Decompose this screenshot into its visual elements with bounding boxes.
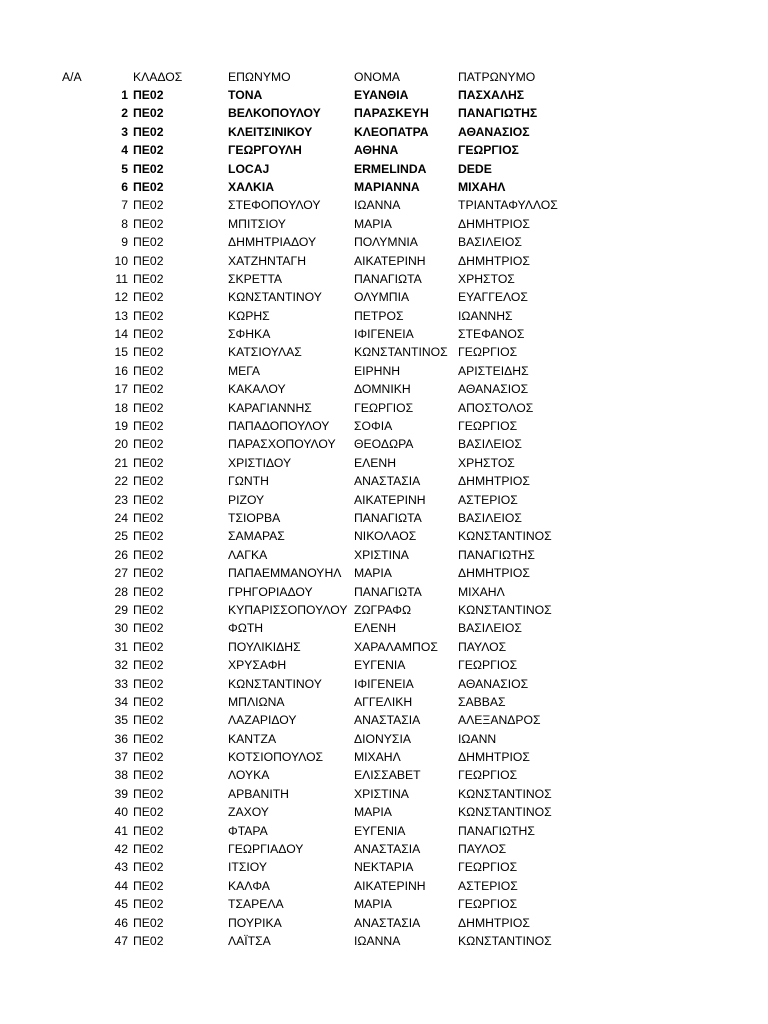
row-patronymo: ΓΕΩΡΓΙΟΣ [458, 419, 518, 434]
row-number: 30 [114, 621, 128, 636]
row-number: 2 [121, 106, 128, 121]
row-onoma: ΙΦΙΓΕΝΕΙΑ [354, 676, 414, 691]
row-number: 12 [114, 290, 128, 305]
row-number: 13 [114, 308, 128, 323]
row-onoma: ΝΕΚΤΑΡΙΑ [354, 860, 414, 875]
row-number: 42 [114, 842, 128, 857]
header-aa: Α/Α [62, 70, 82, 84]
row-klados: ΠΕ02 [133, 713, 164, 728]
row-klados: ΠΕ02 [133, 639, 164, 654]
row-onoma: ΑΝΑΣΤΑΣΙΑ [354, 915, 421, 930]
table-row [0, 472, 768, 490]
row-klados: ΠΕ02 [133, 805, 164, 820]
row-eponymo: ΒΕΛΚΟΠΟΥΛΟΥ [228, 106, 321, 121]
row-onoma: ΠΑΝΑΓΙΩΤΑ [354, 510, 422, 525]
row-eponymo: ΣΦΗΚΑ [228, 327, 271, 342]
row-number: 39 [114, 786, 128, 801]
row-onoma: ΕΥΓΕΝΙΑ [354, 658, 406, 673]
row-eponymo: ΖΑΧΟΥ [228, 805, 269, 820]
row-klados: ΠΕ02 [133, 216, 164, 231]
row-klados: ΠΕ02 [133, 529, 164, 544]
row-number: 20 [114, 437, 128, 452]
table-row [0, 141, 768, 159]
row-number: 18 [114, 400, 128, 415]
header-patronymo: ΠΑΤΡΩΝΥΜΟ [458, 70, 536, 84]
row-patronymo: ΒΑΣΙΛΕΙΟΣ [458, 510, 522, 525]
row-eponymo: ΧΡΥΣΑΦΗ [228, 658, 287, 673]
table-row [0, 766, 768, 784]
row-number: 28 [114, 584, 128, 599]
row-eponymo: ΛΟΥΚΑ [228, 768, 270, 783]
row-patronymo: ΚΩΝΣΤΑΝΤΙΝΟΣ [458, 602, 552, 617]
row-klados: ΠΕ02 [133, 566, 164, 581]
row-klados: ΠΕ02 [133, 768, 164, 783]
table-row [0, 932, 768, 950]
row-patronymo: ΙΩΑΝΝ [458, 731, 497, 746]
row-eponymo: ΜΕΓΑ [228, 363, 261, 378]
row-number: 9 [121, 235, 128, 250]
row-eponymo: ΚΛΕΙΤΣΙΝΙΚΟΥ [228, 124, 313, 139]
row-patronymo: ΣΑΒΒΑΣ [458, 694, 506, 709]
table-row [0, 675, 768, 693]
row-eponymo: ΤΟΝΑ [228, 88, 263, 102]
row-onoma: ΘΕΟΔΩΡΑ [354, 437, 414, 452]
row-eponymo: ΠΟΥΡΙΚΑ [228, 915, 282, 930]
row-klados: ΠΕ02 [133, 933, 164, 948]
row-klados: ΠΕ02 [133, 327, 164, 342]
row-eponymo: ΔΗΜΗΤΡΙΑΔΟΥ [228, 235, 317, 250]
row-patronymo: ΔΗΜΗΤΡΙΟΣ [458, 566, 530, 581]
row-onoma: ΜΑΡΙΑ [354, 805, 392, 820]
row-number: 47 [114, 933, 128, 948]
row-number: 6 [121, 179, 128, 194]
row-klados: ΠΕ02 [133, 860, 164, 875]
row-klados: ΠΕ02 [133, 658, 164, 673]
row-number: 3 [121, 124, 128, 139]
row-patronymo: ΒΑΣΙΛΕΙΟΣ [458, 437, 522, 452]
row-klados: ΠΕ02 [133, 308, 164, 323]
row-number: 33 [114, 676, 128, 691]
table-row [0, 252, 768, 270]
table-row [0, 307, 768, 325]
row-onoma: ΟΛΥΜΠΙΑ [354, 290, 410, 305]
row-eponymo: ΣΑΜΑΡΑΣ [228, 529, 285, 544]
row-number: 7 [121, 198, 128, 213]
row-onoma: ΑΝΑΣΤΑΣΙΑ [354, 842, 421, 857]
row-eponymo: ΚΑΤΣΙΟΥΛΑΣ [228, 345, 302, 360]
row-eponymo: ΜΠΙΤΣΙΟΥ [228, 216, 286, 231]
row-patronymo: ΑΠΟΣΤΟΛΟΣ [458, 400, 534, 415]
row-eponymo: ΚΑΝΤΖΑ [228, 731, 277, 746]
row-klados: ΠΕ02 [133, 750, 164, 765]
table-row [0, 86, 768, 104]
row-patronymo: ΓΕΩΡΓΙΟΣ [458, 768, 518, 783]
row-klados: ΠΕ02 [133, 437, 164, 452]
table-row [0, 362, 768, 380]
row-klados: ΠΕ02 [133, 897, 164, 912]
table-row [0, 693, 768, 711]
row-patronymo: ΠΑΥΛΟΣ [458, 639, 507, 654]
row-number: 19 [114, 419, 128, 434]
row-number: 29 [114, 602, 128, 617]
row-patronymo: ΠΑΣΧΑΛΗΣ [458, 88, 525, 102]
row-number: 10 [114, 253, 128, 268]
row-klados: ΠΕ02 [133, 842, 164, 857]
row-eponymo: ΡΙΖΟΥ [228, 492, 265, 507]
row-onoma: ΙΩΑΝΝΑ [354, 933, 401, 948]
table-row [0, 454, 768, 472]
spreadsheet-table [0, 68, 768, 950]
row-onoma: ΠΕΤΡΟΣ [354, 308, 404, 323]
row-onoma: ΑΘΗΝΑ [354, 143, 399, 158]
row-klados: ΠΕ02 [133, 161, 164, 176]
row-klados: ΠΕ02 [133, 290, 164, 305]
row-klados: ΠΕ02 [133, 823, 164, 838]
row-patronymo: ΚΩΝΣΤΑΝΤΙΝΟΣ [458, 529, 552, 544]
row-onoma: ΕΥΑΝΘΙΑ [354, 88, 409, 102]
row-eponymo: ΚΟΤΣΙΟΠΟΥΛΟΣ [228, 750, 324, 765]
row-onoma: ΕΛΙΣΣΑΒΕΤ [354, 768, 421, 783]
row-eponymo: ΣΚΡΕΤΤΑ [228, 271, 283, 286]
row-eponymo: ΧΑΤΖΗΝΤΑΓΗ [228, 253, 307, 268]
row-patronymo: ΕΥΑΓΓΕΛΟΣ [458, 290, 528, 305]
row-number: 31 [114, 639, 128, 654]
table-row [0, 509, 768, 527]
row-onoma: ΑΝΑΣΤΑΣΙΑ [354, 713, 421, 728]
row-onoma: ΑΙΚΑΤΕΡΙΝΗ [354, 253, 426, 268]
table-row [0, 160, 768, 178]
row-klados: ΠΕ02 [133, 124, 164, 139]
row-klados: ΠΕ02 [133, 363, 164, 378]
row-eponymo: LOCAJ [228, 161, 270, 176]
row-klados: ΠΕ02 [133, 731, 164, 746]
row-number: 35 [114, 713, 128, 728]
table-row [0, 785, 768, 803]
row-patronymo: ΓΕΩΡΓΙΟΣ [458, 345, 518, 360]
row-klados: ΠΕ02 [133, 179, 164, 194]
row-onoma: ΜΑΡΙΑ [354, 566, 392, 581]
row-patronymo: ΚΩΝΣΤΑΝΤΙΝΟΣ [458, 805, 552, 820]
row-klados: ΠΕ02 [133, 419, 164, 434]
row-patronymo: ΓΕΩΡΓΙΟΣ [458, 658, 518, 673]
row-number: 45 [114, 897, 128, 912]
table-row [0, 435, 768, 453]
row-number: 1 [121, 88, 128, 102]
row-onoma: ΖΩΓΡΑΦΩ [354, 602, 412, 617]
row-eponymo: ΚΩΝΣΤΑΝΤΙΝΟΥ [228, 290, 322, 305]
row-onoma: ΠΑΡΑΣΚΕΥΗ [354, 106, 429, 121]
row-onoma: ΑΙΚΑΤΕΡΙΝΗ [354, 878, 426, 893]
table-row [0, 564, 768, 582]
row-klados: ΠΕ02 [133, 878, 164, 893]
table-row [0, 895, 768, 913]
row-number: 14 [114, 327, 128, 342]
row-onoma: ΠΑΝΑΓΙΩΤΑ [354, 271, 422, 286]
row-onoma: ΔΟΜΝΙΚΗ [354, 382, 411, 397]
row-klados: ΠΕ02 [133, 786, 164, 801]
row-eponymo: ΓΩΝΤΗ [228, 474, 269, 489]
row-eponymo: ΠΟΥΛΙΚΙΔΗΣ [228, 639, 301, 654]
row-eponymo: ΛΑΪΤΣΑ [228, 933, 271, 948]
row-eponymo: ΦΩΤΗ [228, 621, 264, 636]
table-row [0, 325, 768, 343]
row-onoma: ΕΙΡΗΝΗ [354, 363, 401, 378]
table-row [0, 822, 768, 840]
table-row [0, 104, 768, 122]
row-klados: ΠΕ02 [133, 88, 164, 102]
row-number: 43 [114, 860, 128, 875]
row-patronymo: ΑΛΕΞΑΝΔΡΟΣ [458, 713, 541, 728]
row-klados: ΠΕ02 [133, 455, 164, 470]
row-onoma: ΔΙΟΝΥΣΙΑ [354, 731, 411, 746]
row-number: 22 [114, 474, 128, 489]
row-onoma: ΚΛΕΟΠΑΤΡΑ [354, 124, 429, 139]
row-number: 11 [115, 271, 128, 286]
row-eponymo: ΚΑΡΑΓΙΑΝΝΗΣ [228, 400, 312, 415]
row-patronymo: ΑΣΤΕΡΙΟΣ [458, 492, 518, 507]
table-row [0, 711, 768, 729]
row-eponymo: ΧΡΙΣΤΙΔΟΥ [228, 455, 292, 470]
row-number: 41 [114, 823, 128, 838]
row-number: 15 [114, 345, 128, 360]
table-row [0, 601, 768, 619]
row-onoma: ΜΑΡΙΑ [354, 216, 392, 231]
table-row [0, 196, 768, 214]
row-onoma: ΧΡΙΣΤΙΝΑ [354, 547, 409, 562]
row-number: 34 [114, 694, 128, 709]
row-patronymo: ΓΕΩΡΓΙΟΣ [458, 860, 518, 875]
row-patronymo: ΔΗΜΗΤΡΙΟΣ [458, 750, 530, 765]
row-onoma: ΧΑΡΑΛΑΜΠΟΣ [354, 639, 438, 654]
table-row [0, 233, 768, 251]
row-onoma: ΓΕΩΡΓΙΟΣ [354, 400, 414, 415]
row-patronymo: ΜΙΧΑΗΛ [458, 584, 505, 599]
table-row [0, 619, 768, 637]
row-number: 25 [114, 529, 128, 544]
table-row [0, 491, 768, 509]
header-eponymo: ΕΠΩΝΥΜΟ [228, 70, 291, 84]
row-number: 37 [114, 750, 128, 765]
row-number: 16 [114, 363, 128, 378]
row-klados: ΠΕ02 [133, 400, 164, 415]
table-row [0, 215, 768, 233]
row-patronymo: ΔΗΜΗΤΡΙΟΣ [458, 253, 530, 268]
row-onoma: ΑΓΓΕΛΙΚΗ [354, 694, 413, 709]
row-onoma: ΧΡΙΣΤΙΝΑ [354, 786, 409, 801]
row-eponymo: ΙΤΣΙΟΥ [228, 860, 267, 875]
row-klados: ΠΕ02 [133, 621, 164, 636]
row-patronymo: ΔΗΜΗΤΡΙΟΣ [458, 915, 530, 930]
row-onoma: ΙΩΑΝΝΑ [354, 198, 401, 213]
row-klados: ΠΕ02 [133, 382, 164, 397]
row-eponymo: ΓΡΗΓΟΡΙΑΔΟΥ [228, 584, 313, 599]
table-row [0, 399, 768, 417]
row-klados: ΠΕ02 [133, 915, 164, 930]
row-patronymo: ΤΡΙΑΝΤΑΦΥΛΛΟΣ [458, 198, 558, 213]
row-onoma: ΣΟΦΙΑ [354, 419, 393, 434]
row-klados: ΠΕ02 [133, 602, 164, 617]
row-onoma: ΕΛΕΝΗ [354, 621, 397, 636]
row-number: 17 [114, 382, 128, 397]
row-number: 40 [114, 805, 128, 820]
row-patronymo: ΚΩΝΣΤΑΝΤΙΝΟΣ [458, 786, 552, 801]
row-patronymo: ΑΘΑΝΑΣΙΟΣ [458, 676, 529, 691]
row-patronymo: ΒΑΣΙΛΕΙΟΣ [458, 235, 522, 250]
row-number: 36 [114, 731, 128, 746]
header-onoma: ΟΝΟΜΑ [354, 70, 401, 84]
row-klados: ΠΕ02 [133, 474, 164, 489]
row-eponymo: ΚΑΚΑΛΟΥ [228, 382, 286, 397]
row-patronymo: ΔΗΜΗΤΡΙΟΣ [458, 474, 530, 489]
row-klados: ΠΕ02 [133, 345, 164, 360]
row-onoma: ΠΑΝΑΓΙΩΤΑ [354, 584, 422, 599]
row-klados: ΠΕ02 [133, 106, 164, 121]
row-eponymo: ΑΡΒΑΝΙΤΗ [228, 786, 289, 801]
row-klados: ΠΕ02 [133, 143, 164, 158]
row-patronymo: ΧΡΗΣΤΟΣ [458, 271, 515, 286]
row-number: 21 [114, 455, 128, 470]
row-eponymo: ΠΑΡΑΣΧΟΠΟΥΛΟΥ [228, 437, 336, 452]
table-row [0, 178, 768, 196]
row-number: 44 [114, 878, 128, 893]
row-eponymo: ΓΕΩΡΓΟΥΛΗ [228, 143, 302, 158]
row-number: 5 [121, 161, 128, 176]
table-row [0, 380, 768, 398]
row-patronymo: ΧΡΗΣΤΟΣ [458, 455, 515, 470]
row-patronymo: ΠΑΝΑΓΙΩΤΗΣ [458, 106, 538, 121]
row-onoma: ΑΙΚΑΤΕΡΙΝΗ [354, 492, 426, 507]
row-patronymo: ΠΑΥΛΟΣ [458, 842, 507, 857]
header-row [0, 68, 768, 86]
row-klados: ΠΕ02 [133, 694, 164, 709]
row-eponymo: ΦΤΑΡΑ [228, 823, 268, 838]
row-patronymo: ΒΑΣΙΛΕΙΟΣ [458, 621, 522, 636]
row-eponymo: ΚΥΠΑΡΙΣΣΟΠΟΥΛΟΥ [228, 602, 348, 617]
table-body [0, 86, 768, 950]
table-row [0, 527, 768, 545]
row-eponymo: ΣΤΕΦΟΠΟΥΛΟΥ [228, 198, 321, 213]
row-eponymo: ΚΩΡΗΣ [228, 308, 270, 323]
row-patronymo: ΓΕΩΡΓΙΟΣ [458, 143, 519, 158]
row-number: 46 [114, 915, 128, 930]
row-eponymo: ΛΑΖΑΡΙΔΟΥ [228, 713, 297, 728]
table-row [0, 858, 768, 876]
row-patronymo: ΑΘΑΝΑΣΙΟΣ [458, 382, 529, 397]
row-onoma: ERMELINDA [354, 161, 427, 176]
table-row [0, 877, 768, 895]
table-row [0, 656, 768, 674]
row-onoma: ΜΑΡΙΑ [354, 897, 392, 912]
row-patronymo: ΣΤΕΦΑΝΟΣ [458, 327, 525, 342]
row-klados: ΠΕ02 [133, 584, 164, 599]
row-number: 27 [114, 566, 128, 581]
table-row [0, 748, 768, 766]
table-row [0, 730, 768, 748]
header-klados: ΚΛΑΔΟΣ [133, 70, 183, 84]
table-row [0, 123, 768, 141]
row-eponymo: ΚΩΝΣΤΑΝΤΙΝΟΥ [228, 676, 322, 691]
table-row [0, 417, 768, 435]
row-number: 23 [114, 492, 128, 507]
table-row [0, 638, 768, 656]
row-klados: ΠΕ02 [133, 547, 164, 562]
row-onoma: ΑΝΑΣΤΑΣΙΑ [354, 474, 421, 489]
row-patronymo: DEDE [458, 161, 492, 176]
row-patronymo: ΠΑΝΑΓΙΩΤΗΣ [458, 547, 535, 562]
row-eponymo: ΚΑΛΦΑ [228, 878, 270, 893]
row-patronymo: ΓΕΩΡΓΙΟΣ [458, 897, 518, 912]
row-patronymo: ΜΙΧΑΗΛ [458, 179, 506, 194]
row-number: 8 [121, 216, 128, 231]
table-row [0, 583, 768, 601]
row-number: 24 [114, 510, 128, 525]
row-onoma: ΕΛΕΝΗ [354, 455, 397, 470]
row-eponymo: ΠΑΠΑΕΜΜΑΝΟΥΗΛ [228, 566, 342, 581]
table-row [0, 270, 768, 288]
row-eponymo: ΓΕΩΡΓΙΑΔΟΥ [228, 842, 304, 857]
row-patronymo: ΔΗΜΗΤΡΙΟΣ [458, 216, 530, 231]
row-number: 38 [114, 768, 128, 783]
table-row [0, 803, 768, 821]
row-onoma: ΜΑΡΙΑΝΝΑ [354, 179, 420, 194]
row-onoma: ΙΦΙΓΕΝΕΙΑ [354, 327, 414, 342]
row-klados: ΠΕ02 [133, 271, 164, 286]
row-eponymo: ΤΣΑΡΕΛΑ [228, 897, 284, 912]
row-eponymo: ΧΑΛΚΙΑ [228, 179, 275, 194]
row-patronymo: ΑΡΙΣΤΕΙΔΗΣ [458, 363, 529, 378]
row-number: 4 [121, 143, 128, 158]
row-klados: ΠΕ02 [133, 253, 164, 268]
row-eponymo: ΜΠΛΙΩΝΑ [228, 694, 285, 709]
row-klados: ΠΕ02 [133, 676, 164, 691]
row-eponymo: ΠΑΠΑΔΟΠΟΥΛΟΥ [228, 419, 330, 434]
table-row [0, 288, 768, 306]
table-row [0, 546, 768, 564]
row-klados: ΠΕ02 [133, 198, 164, 213]
row-patronymo: ΠΑΝΑΓΙΩΤΗΣ [458, 823, 535, 838]
row-klados: ΠΕ02 [133, 235, 164, 250]
row-klados: ΠΕ02 [133, 492, 164, 507]
row-onoma: ΜΙΧΑΗΛ [354, 750, 401, 765]
row-eponymo: ΛΑΓΚΑ [228, 547, 268, 562]
row-eponymo: ΤΣΙΟΡΒΑ [228, 510, 281, 525]
row-patronymo: ΑΘΑΝΑΣΙΟΣ [458, 124, 530, 139]
row-onoma: ΕΥΓΕΝΙΑ [354, 823, 406, 838]
row-klados: ΠΕ02 [133, 510, 164, 525]
table-row [0, 343, 768, 361]
row-number: 32 [114, 658, 128, 673]
row-patronymo: ΙΩΑΝΝΗΣ [458, 308, 513, 323]
row-onoma: ΚΩΝΣΤΑΝΤΙΝΟΣ [354, 345, 448, 360]
row-number: 26 [114, 547, 128, 562]
row-patronymo: ΚΩΝΣΤΑΝΤΙΝΟΣ [458, 933, 552, 948]
row-onoma: ΠΟΛΥΜΝΙΑ [354, 235, 418, 250]
row-patronymo: ΑΣΤΕΡΙΟΣ [458, 878, 518, 893]
row-onoma: ΝΙΚΟΛΑΟΣ [354, 529, 417, 544]
table-row [0, 840, 768, 858]
table-row [0, 914, 768, 932]
